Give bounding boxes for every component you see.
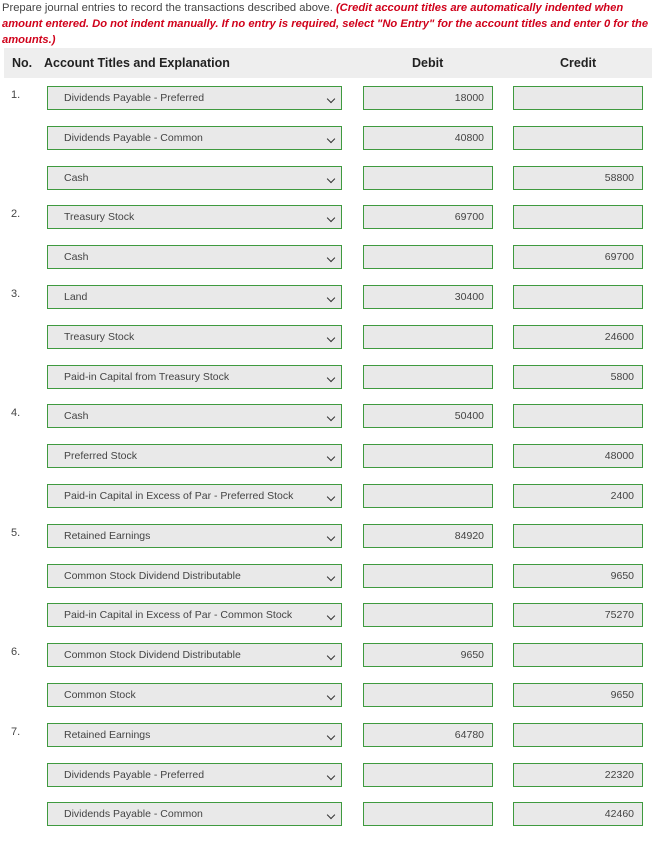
- credit-input[interactable]: [513, 404, 643, 428]
- debit-input[interactable]: [363, 564, 493, 588]
- chevron-down-icon: [327, 214, 335, 222]
- journal-row: [0, 524, 662, 550]
- entry-number: 2.: [11, 208, 21, 220]
- debit-input[interactable]: 64780: [363, 723, 493, 747]
- account-title-value: Dividends Payable - Preferred: [64, 92, 205, 104]
- chevron-down-icon: [327, 692, 335, 700]
- account-title-value: Common Stock: [64, 689, 136, 701]
- journal-row: [0, 723, 662, 749]
- credit-input[interactable]: 75270: [513, 603, 643, 627]
- credit-input[interactable]: 2400: [513, 484, 643, 508]
- chevron-down-icon: [327, 413, 335, 421]
- account-title-select[interactable]: [47, 205, 342, 229]
- journal-row: [0, 285, 662, 311]
- journal-row: [0, 365, 662, 391]
- journal-row: [0, 564, 662, 590]
- entry-number: 5.: [11, 527, 21, 539]
- account-title-select[interactable]: [47, 763, 342, 787]
- debit-input[interactable]: [363, 802, 493, 826]
- journal-row: [0, 484, 662, 510]
- chevron-down-icon: [327, 772, 335, 780]
- credit-input[interactable]: 69700: [513, 245, 643, 269]
- table-header: [4, 48, 652, 78]
- account-title-select[interactable]: [47, 802, 342, 826]
- entry-number: 1.: [11, 89, 21, 101]
- chevron-down-icon: [327, 254, 335, 262]
- account-title-select[interactable]: [47, 564, 342, 588]
- chevron-down-icon: [327, 334, 335, 342]
- debit-input[interactable]: 9650: [363, 643, 493, 667]
- debit-input[interactable]: 50400: [363, 404, 493, 428]
- instructions-lead: Prepare journal entries to record the transactions described above.: [2, 2, 333, 14]
- debit-input[interactable]: [363, 484, 493, 508]
- account-title-select[interactable]: [47, 166, 342, 190]
- account-title-value: Treasury Stock: [64, 211, 135, 223]
- journal-row: [0, 802, 662, 828]
- instructions-note: (Credit account titles are automatically indented when amount entered. Do not indent manually. If no entry is required, select "No Entry" for the account titles and enter 0 for the amounts.): [2, 2, 649, 46]
- journal-row: [0, 603, 662, 629]
- account-title-value: Retained Earnings: [64, 729, 151, 741]
- chevron-down-icon: [327, 135, 335, 143]
- chevron-down-icon: [327, 533, 335, 541]
- account-title-select[interactable]: [47, 524, 342, 548]
- journal-row: [0, 404, 662, 430]
- header-debit: Debit: [412, 56, 444, 70]
- chevron-down-icon: [327, 652, 335, 660]
- account-title-value: Cash: [64, 410, 89, 422]
- debit-input[interactable]: [363, 603, 493, 627]
- journal-row: [0, 683, 662, 709]
- header-no: No.: [12, 56, 33, 70]
- account-title-value: Preferred Stock: [64, 450, 137, 462]
- account-title-value: Cash: [64, 172, 89, 184]
- entry-number: 3.: [11, 288, 21, 300]
- debit-input[interactable]: [363, 683, 493, 707]
- account-title-select[interactable]: [47, 404, 342, 428]
- chevron-down-icon: [327, 612, 335, 620]
- credit-input[interactable]: [513, 126, 643, 150]
- debit-input[interactable]: [363, 444, 493, 468]
- account-title-select[interactable]: [47, 325, 342, 349]
- credit-input[interactable]: 48000: [513, 444, 643, 468]
- account-title-select[interactable]: [47, 86, 342, 110]
- instructions: [2, 0, 662, 48]
- credit-input[interactable]: [513, 285, 643, 309]
- debit-input[interactable]: 84920: [363, 524, 493, 548]
- credit-input[interactable]: 24600: [513, 325, 643, 349]
- debit-input[interactable]: 69700: [363, 205, 493, 229]
- credit-input[interactable]: [513, 86, 643, 110]
- account-title-value: Common Stock Dividend Distributable: [64, 649, 241, 661]
- credit-input[interactable]: [513, 524, 643, 548]
- account-title-select[interactable]: [47, 603, 342, 627]
- account-title-value: Paid-in Capital in Excess of Par - Preferred Stock: [64, 490, 294, 502]
- account-title-select[interactable]: [47, 365, 342, 389]
- account-title-select[interactable]: [47, 245, 342, 269]
- account-title-value: Dividends Payable - Preferred: [64, 769, 205, 781]
- debit-input[interactable]: [363, 763, 493, 787]
- account-title-value: Paid-in Capital from Treasury Stock: [64, 371, 230, 383]
- account-title-select[interactable]: [47, 643, 342, 667]
- debit-input[interactable]: 18000: [363, 86, 493, 110]
- journal-row: [0, 86, 662, 112]
- journal-row: [0, 166, 662, 192]
- credit-input[interactable]: 9650: [513, 683, 643, 707]
- journal-row: [0, 444, 662, 470]
- account-title-value: Dividends Payable - Common: [64, 808, 203, 820]
- chevron-down-icon: [327, 573, 335, 581]
- account-title-value: Paid-in Capital in Excess of Par - Common Stock: [64, 609, 293, 621]
- chevron-down-icon: [327, 493, 335, 501]
- chevron-down-icon: [327, 294, 335, 302]
- entry-number: 6.: [11, 646, 21, 658]
- credit-input[interactable]: 42460: [513, 802, 643, 826]
- account-title-select[interactable]: [47, 444, 342, 468]
- account-title-select[interactable]: [47, 285, 342, 309]
- journal-row: [0, 763, 662, 789]
- entry-number: 4.: [11, 407, 21, 419]
- credit-input[interactable]: 58800: [513, 166, 643, 190]
- journal-row: [0, 126, 662, 152]
- debit-input[interactable]: [363, 166, 493, 190]
- account-title-select[interactable]: [47, 723, 342, 747]
- journal-row: [0, 205, 662, 231]
- debit-input[interactable]: [363, 365, 493, 389]
- header-account: Account Titles and Explanation: [44, 56, 230, 70]
- account-title-value: Dividends Payable - Common: [64, 132, 203, 144]
- credit-input[interactable]: 22320: [513, 763, 643, 787]
- credit-input[interactable]: [513, 723, 643, 747]
- header-credit: Credit: [560, 56, 597, 70]
- account-title-value: Cash: [64, 251, 89, 263]
- account-title-select[interactable]: [47, 126, 342, 150]
- debit-input[interactable]: 40800: [363, 126, 493, 150]
- chevron-down-icon: [327, 811, 335, 819]
- debit-input[interactable]: [363, 245, 493, 269]
- entry-number: 7.: [11, 726, 21, 738]
- chevron-down-icon: [327, 453, 335, 461]
- journal-row: [0, 245, 662, 271]
- account-title-value: Land: [64, 291, 88, 303]
- credit-input[interactable]: 5800: [513, 365, 643, 389]
- journal-row: [0, 325, 662, 351]
- account-title-select[interactable]: [47, 683, 342, 707]
- account-title-value: Common Stock Dividend Distributable: [64, 570, 241, 582]
- account-title-value: Retained Earnings: [64, 530, 151, 542]
- credit-input[interactable]: [513, 205, 643, 229]
- account-title-select[interactable]: [47, 484, 342, 508]
- credit-input[interactable]: [513, 643, 643, 667]
- chevron-down-icon: [327, 175, 335, 183]
- credit-input[interactable]: 9650: [513, 564, 643, 588]
- account-title-value: Treasury Stock: [64, 331, 135, 343]
- chevron-down-icon: [327, 374, 335, 382]
- debit-input[interactable]: 30400: [363, 285, 493, 309]
- debit-input[interactable]: [363, 325, 493, 349]
- journal-row: [0, 643, 662, 669]
- chevron-down-icon: [327, 732, 335, 740]
- chevron-down-icon: [327, 95, 335, 103]
